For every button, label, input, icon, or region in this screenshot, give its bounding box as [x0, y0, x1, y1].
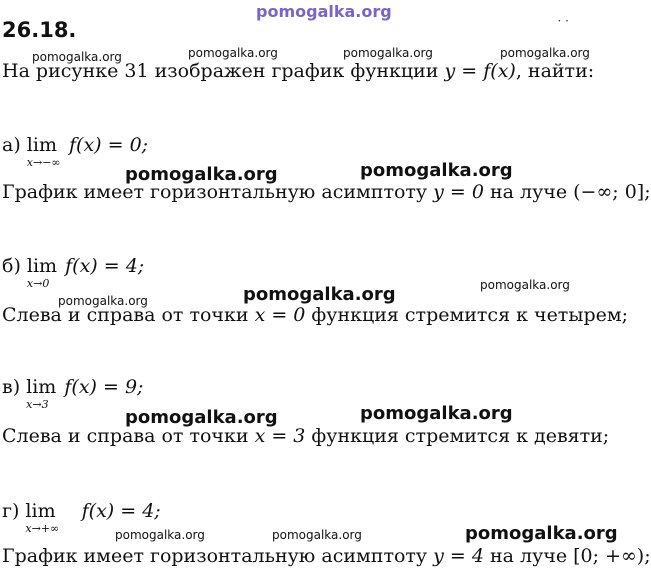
watermark-large: pomogalka.org — [125, 407, 278, 428]
item-d-lim — [25, 500, 60, 535]
item-a-explanation — [2, 181, 651, 203]
item-b-label: б) — [2, 255, 21, 277]
explanation-math: y = 0 — [433, 181, 484, 203]
item-a-lim — [26, 134, 61, 169]
item-c-label: в) — [2, 376, 21, 398]
lim-word: lim — [25, 500, 56, 522]
corner-marks: · · — [557, 14, 569, 28]
problem-number: 26.18. — [2, 18, 77, 42]
watermark-small: pomogalka.org — [500, 46, 590, 60]
watermark-large: pomogalka.org — [125, 164, 278, 185]
item-b-limit — [2, 255, 145, 290]
item-a-expr: f(x) = 0; — [69, 134, 149, 156]
explanation-math: y = 4 — [433, 545, 484, 567]
intro-formula: y = f(x) — [444, 60, 516, 82]
lim-subscript: x→+∞ — [25, 522, 60, 535]
item-a-label: а) — [2, 134, 21, 156]
explanation-before: Слева и справа от точки — [2, 425, 255, 447]
watermark-large: pomogalka.org — [465, 523, 618, 544]
explanation-after: функция стремится к девяти; — [305, 425, 610, 447]
item-c-explanation — [2, 425, 609, 447]
watermark-large: pomogalka.org — [360, 160, 513, 181]
watermark-small: pomogalka.org — [188, 46, 278, 60]
watermark-small: pomogalka.org — [480, 278, 570, 292]
item-b-expr: f(x) = 4; — [65, 255, 145, 277]
lim-word: lim — [26, 376, 57, 398]
explanation-after: на луче [0; +∞); — [483, 545, 651, 567]
item-d-limit — [2, 500, 161, 535]
intro-before: На рисунке 31 изображен график функции — [2, 60, 445, 82]
watermark-top: pomogalka.org — [256, 2, 392, 21]
intro-line — [2, 60, 594, 82]
watermark-small: pomogalka.org — [115, 528, 205, 542]
item-a-limit — [2, 134, 149, 169]
item-d-expr: f(x) = 4; — [81, 500, 161, 522]
explanation-after: на луче (−∞; 0]; — [483, 181, 651, 203]
watermark-large: pomogalka.org — [360, 403, 513, 424]
item-d-label: г) — [2, 500, 20, 522]
item-c-limit — [2, 376, 144, 411]
watermark-small: pomogalka.org — [58, 294, 148, 308]
lim-word: lim — [26, 134, 57, 156]
lim-subscript: x→3 — [26, 398, 49, 411]
item-c-lim — [26, 376, 57, 411]
item-d-explanation — [2, 545, 651, 567]
explanation-math: x = 0 — [254, 304, 306, 326]
explanation-before: График имеет горизонтальную асимптоту — [2, 545, 434, 567]
watermark-small: pomogalka.org — [272, 528, 362, 542]
watermark-large: pomogalka.org — [243, 284, 396, 305]
explanation-before: Слева и справа от точки — [2, 304, 255, 326]
item-b-explanation — [2, 304, 628, 326]
explanation-math: x = 3 — [254, 425, 306, 447]
watermark-small: pomogalka.org — [32, 50, 122, 64]
lim-subscript: x→0 — [26, 277, 50, 290]
lim-word: lim — [26, 255, 58, 277]
intro-after: , найти: — [515, 60, 595, 82]
item-c-expr: f(x) = 9; — [64, 376, 144, 398]
watermark-small: pomogalka.org — [343, 46, 433, 60]
lim-subscript: x→−∞ — [26, 156, 61, 169]
explanation-before: График имеет горизонтальную асимптоту — [2, 181, 434, 203]
explanation-after: функция стремится к четырем; — [305, 304, 629, 326]
item-b-lim — [26, 255, 58, 290]
